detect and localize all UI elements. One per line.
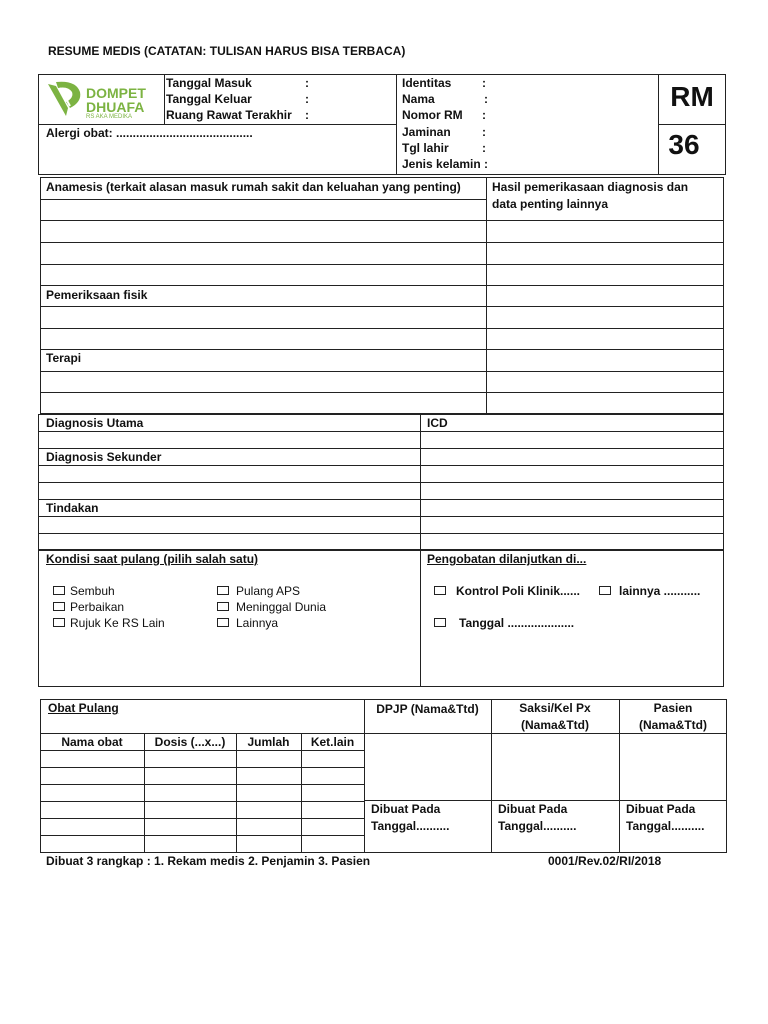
label-tgl-lahir: Tgl lahir (402, 141, 449, 155)
label-obat-pulang: Obat Pulang (48, 701, 119, 715)
saksi-dibuat: Dibuat Pada (498, 802, 568, 816)
label-pemeriksaan-fisik: Pemeriksaan fisik (46, 288, 148, 302)
sig-saksi: Saksi/Kel Px (519, 701, 591, 715)
logo-text-2: DHUAFA (86, 99, 145, 115)
colon: : (482, 108, 486, 122)
label-terapi: Terapi (46, 351, 82, 365)
label-identitas: Identitas (402, 76, 452, 90)
col-ket-lain: Ket.lain (310, 735, 355, 749)
option-pulang-aps: Pulang APS (236, 584, 301, 598)
label-diagnosis-utama: Diagnosis Utama (46, 416, 144, 430)
label-ruang-rawat: Ruang Rawat Terakhir (166, 108, 292, 122)
option-rujuk: Rujuk Ke RS Lain (70, 616, 165, 630)
colon: : (482, 125, 486, 139)
label-nama: Nama (402, 92, 435, 106)
option-lainnya: Lainnya (236, 616, 279, 630)
label-jaminan: Jaminan (402, 125, 451, 139)
dpjp-tanggal: Tanggal.......... (371, 819, 450, 833)
label-kondisi-pulang: Kondisi saat pulang (pilih salah satu) (46, 552, 259, 566)
rm-number: 36 (668, 129, 700, 160)
checkbox-pulang-aps[interactable] (217, 586, 229, 595)
label-nomor-rm: Nomor RM (402, 108, 463, 122)
colon: : (305, 92, 309, 106)
option-meninggal: Meninggal Dunia (236, 600, 327, 614)
sig-pasien: Pasien (653, 701, 693, 715)
option-sembuh: Sembuh (70, 584, 115, 598)
hospital-logo (46, 78, 158, 122)
label-alergi-obat: Alergi obat: ......................................... (46, 126, 253, 140)
logo-text-1: DOMPET (86, 85, 146, 101)
footer-form-code: 0001/Rev.02/RI/2018 (548, 854, 662, 868)
option-lainnya-pengobatan: lainnya ........... (619, 584, 701, 598)
rm-label: RM (670, 81, 714, 112)
pasien-dibuat: Dibuat Pada (626, 802, 696, 816)
checkbox-lainnya[interactable] (217, 618, 229, 627)
option-perbaikan: Perbaikan (70, 600, 125, 614)
label-tanggal-masuk: Tanggal Masuk (166, 76, 252, 90)
colon: : (305, 76, 309, 90)
label-jenis-kelamin: Jenis kelamin : (402, 157, 489, 171)
label-pengobatan-dilanjutkan: Pengobatan dilanjutkan di... (427, 552, 587, 566)
label-tindakan: Tindakan (46, 501, 99, 515)
sig-dpjp: DPJP (Nama&Ttd) (376, 702, 479, 716)
checkbox-sembuh[interactable] (53, 586, 65, 595)
col-nama-obat: Nama obat (61, 735, 123, 749)
label-diagnosis-sekunder: Diagnosis Sekunder (46, 450, 162, 464)
pasien-tanggal: Tanggal.......... (626, 819, 705, 833)
label-hasil-pemeriksaan-2: data penting lainnya (492, 197, 609, 211)
option-kontrol-poli: Kontrol Poli Klinik...... (456, 584, 581, 598)
label-anamnesis: Anamesis (terkait alasan masuk rumah sakit dan keluahan yang penting) (46, 180, 461, 194)
logo-subtext: RS AKA MEDIKA (86, 114, 133, 120)
checkbox-kontrol-poli[interactable] (434, 586, 446, 595)
form-title: RESUME MEDIS (CATATAN: TULISAN HARUS BISA TERBACA) (48, 44, 406, 58)
checkbox-perbaikan[interactable] (53, 602, 65, 611)
sig-pasien-sub: (Nama&Ttd) (639, 718, 707, 732)
checkbox-meninggal[interactable] (217, 602, 229, 611)
label-icd: ICD (427, 416, 448, 430)
checkbox-rujuk[interactable] (53, 618, 65, 627)
saksi-tanggal: Tanggal.......... (498, 819, 577, 833)
footer-copies: Dibuat 3 rangkap : 1. Rekam medis 2. Penjamin 3. Pasien (46, 854, 371, 868)
label-tanggal-keluar: Tanggal Keluar (166, 92, 252, 106)
label-hasil-pemeriksaan: Hasil pemerikasaan diagnosis dan (492, 180, 689, 194)
col-dosis: Dosis (...x...) (154, 735, 226, 749)
leaf-logo-icon (46, 78, 86, 120)
option-tanggal: Tanggal .................... (459, 616, 575, 630)
colon: : (484, 92, 488, 106)
checkbox-tanggal[interactable] (434, 618, 446, 627)
colon: : (305, 108, 309, 122)
colon: : (482, 76, 486, 90)
dpjp-dibuat: Dibuat Pada (371, 802, 441, 816)
checkbox-lainnya-pengobatan[interactable] (599, 586, 611, 595)
colon: : (482, 141, 486, 155)
sig-saksi-sub: (Nama&Ttd) (521, 718, 589, 732)
col-jumlah: Jumlah (247, 735, 290, 749)
